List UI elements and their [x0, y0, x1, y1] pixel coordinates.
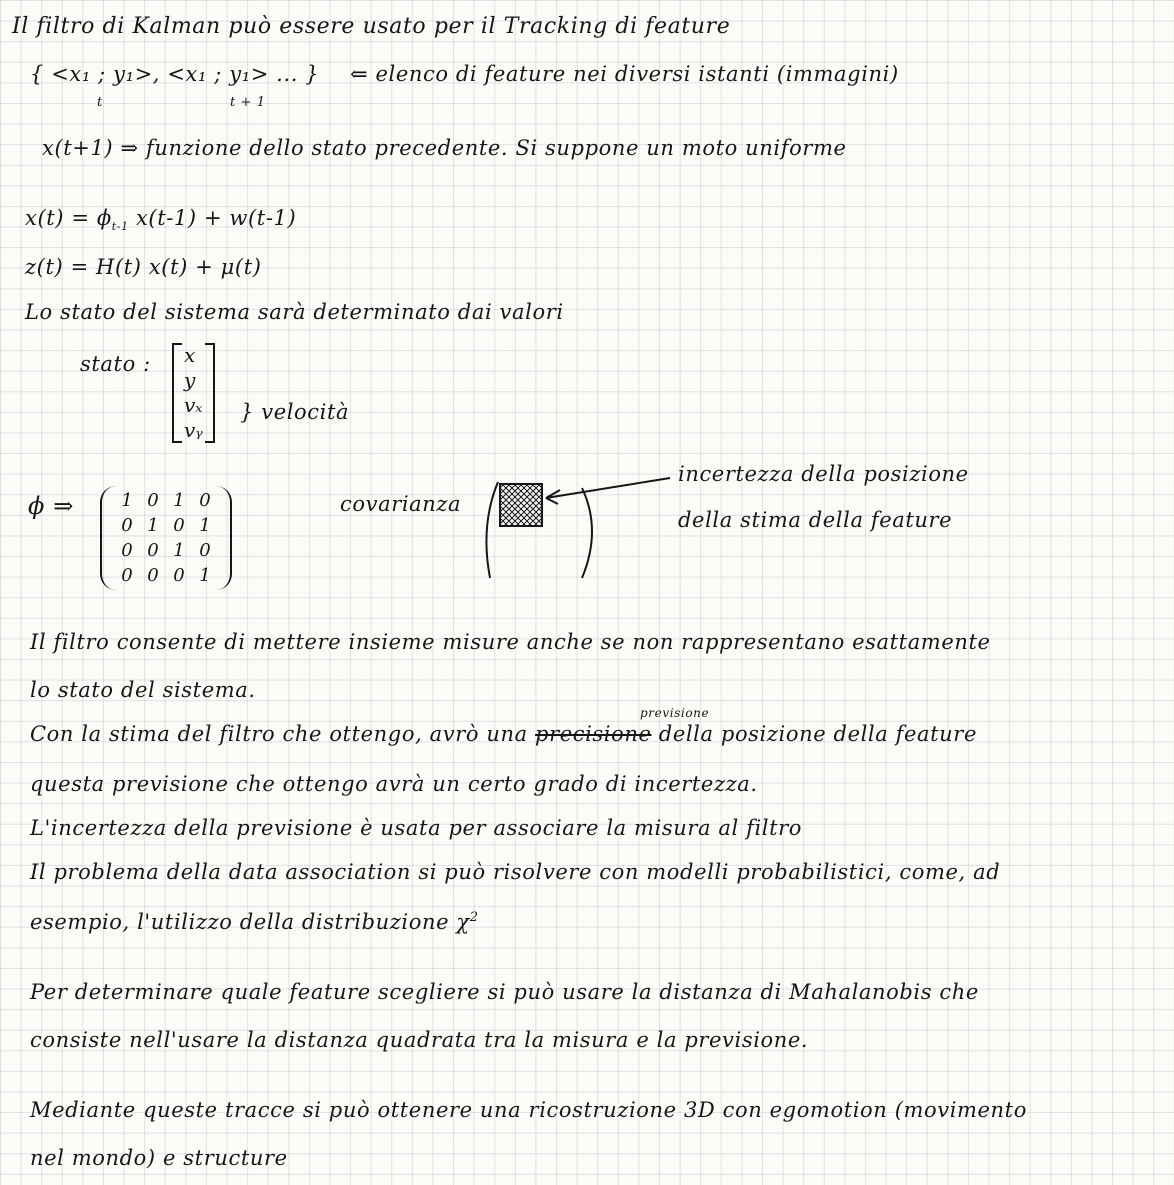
paragraph-reconstruction-2: nel mondo) e structure [30, 1146, 288, 1170]
arrow-shaft [546, 478, 670, 498]
paragraph-chi-square [30, 910, 479, 934]
paragraph-data-association: Il problema della data association si può risolvere con modelli probabilistici, come, ad [30, 860, 1001, 884]
paragraph-estimate [30, 722, 977, 746]
phi-cell: 1 [173, 540, 185, 561]
phi-cell: 0 [121, 515, 133, 536]
phi-cell: 0 [173, 565, 185, 586]
covariance-label: covarianza [340, 492, 462, 516]
phi-cell: 0 [199, 490, 211, 511]
state-vx: vₓ [184, 393, 203, 417]
phi-cell: 0 [147, 565, 159, 586]
equation-state [25, 206, 296, 233]
uncertainty-line-1: incertezza della posizione [678, 462, 969, 486]
time-t-label: t [97, 95, 103, 110]
state-x: x [184, 343, 196, 367]
velocity-label: } velocità [240, 400, 350, 424]
chi-square-text: esempio, l'utilizzo della distribuzione χ [30, 910, 470, 934]
phi-cell: 1 [121, 490, 133, 511]
covariance-right-paren [582, 488, 592, 578]
correction-above: previsione [640, 706, 710, 720]
covariance-block [500, 484, 542, 526]
phi-cell: 1 [199, 515, 211, 536]
covariance-matrix-sketch [470, 470, 690, 585]
phi-cell: 0 [147, 490, 159, 511]
paragraph-mahalanobis-2: consiste nell'usare la distanza quadrata tra la misura e la previsione. [30, 1028, 809, 1052]
uncertainty-line-2: della stima della feature [678, 508, 953, 532]
phi-cell: 0 [173, 515, 185, 536]
estimate-text-a: Con la stima del filtro che ottengo, avrò una [30, 722, 528, 746]
phi-cell: 1 [147, 515, 159, 536]
line-kalman-tracking: Il filtro di Kalman può essere usato per il Tracking di feature [12, 14, 731, 39]
equation-state-sub: t-1 [111, 220, 129, 234]
state-vector [172, 343, 215, 443]
feature-set: { <x₁ ; y₁>, <x₁ ; y₁> ... } [30, 62, 320, 86]
estimate-text-b: della posizione della feature [658, 722, 977, 746]
phi-cell: 0 [199, 540, 211, 561]
phi-cell: 0 [147, 540, 159, 561]
paragraph-association: L'incertezza della previsione è usata per associare la misura al filtro [30, 816, 803, 840]
phi-cell: 0 [121, 565, 133, 586]
state-label: stato : [80, 352, 151, 376]
equation-state-lhs: x(t) = ϕ [25, 206, 112, 230]
feature-set-note: ⇐ elenco di feature nei diversi istanti (immagini) [350, 62, 899, 86]
line-system-state: Lo stato del sistema sarà determinato dai valori [25, 300, 564, 324]
equation-state-rhs: x(t-1) + w(t-1) [135, 206, 297, 230]
phi-label: ϕ ⇒ [28, 492, 74, 520]
paragraph-uncertainty: questa previsione che ottengo avrà un certo grado di incertezza. [30, 772, 758, 796]
paragraph-mahalanobis-1: Per determinare quale feature scegliere si può usare la distanza di Mahalanobis che [30, 980, 979, 1004]
phi-cell: 1 [173, 490, 185, 511]
line-state-function: x(t+1) ⇒ funzione dello stato precedente. Si suppone un moto uniforme [42, 136, 847, 160]
paragraph-filter-1: Il filtro consente di mettere insieme misure anche se non rappresentano esattamente [30, 630, 991, 654]
covariance-left-paren [486, 482, 498, 578]
paragraph-reconstruction-1: Mediante queste tracce si può ottenere una ricostruzione 3D con egomotion (movimento [30, 1098, 1027, 1122]
phi-cell: 0 [121, 540, 133, 561]
state-vy: vᵧ [184, 418, 203, 442]
struck-word: precisione [535, 722, 652, 746]
equation-measure: z(t) = H(t) x(t) + μ(t) [25, 255, 262, 279]
paragraph-filter-2: lo stato del sistema. [30, 678, 256, 702]
state-y: y [184, 368, 196, 392]
chi-square-exponent: 2 [469, 910, 479, 925]
phi-cell: 1 [199, 565, 211, 586]
time-t1-label: t + 1 [230, 95, 266, 110]
phi-matrix [100, 486, 232, 590]
